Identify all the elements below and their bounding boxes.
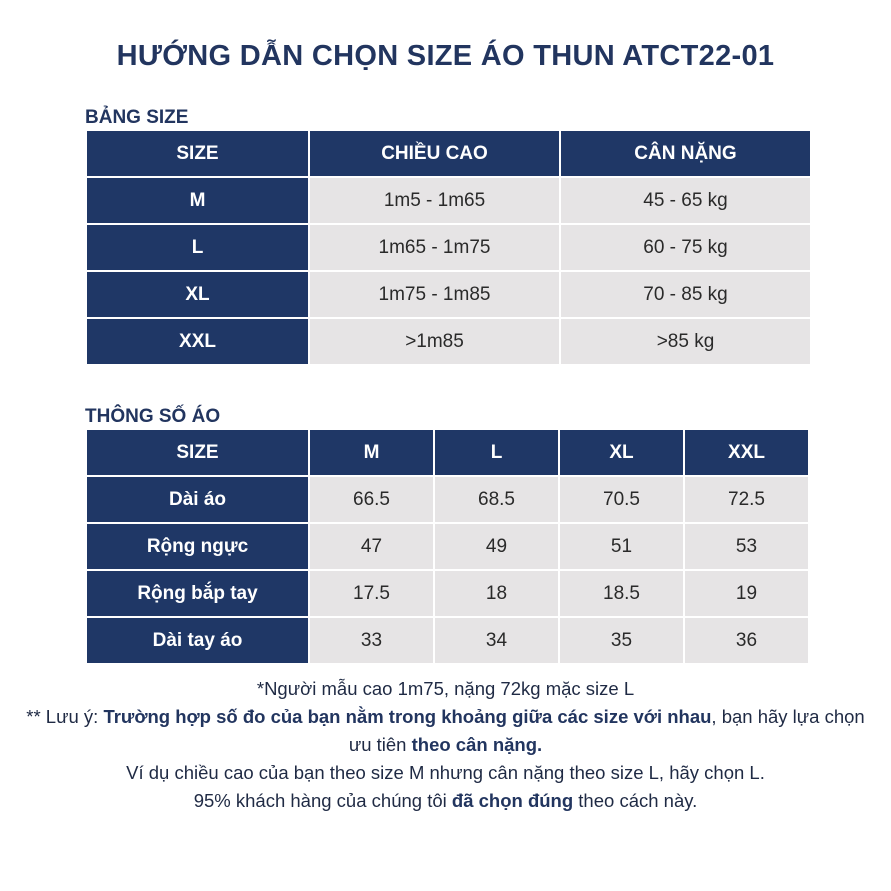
spec-table-header-m: M bbox=[310, 430, 433, 475]
spec-table-header-xxl: XXL bbox=[685, 430, 808, 475]
measure-value-cell: 49 bbox=[435, 524, 558, 569]
customer-prefix: 95% khách hàng của chúng tôi bbox=[193, 790, 452, 811]
spec-table-header-row bbox=[87, 430, 808, 475]
measure-name-cell: Rộng bắp tay bbox=[87, 571, 308, 616]
table-row bbox=[87, 618, 808, 663]
measure-name-cell: Dài tay áo bbox=[87, 618, 308, 663]
spec-table-header-xl: XL bbox=[560, 430, 683, 475]
table-row bbox=[87, 178, 810, 223]
measure-value-cell: 34 bbox=[435, 618, 558, 663]
measure-name-cell: Rộng ngực bbox=[87, 524, 308, 569]
size-table-header-size: SIZE bbox=[87, 131, 308, 176]
size-cell: L bbox=[87, 225, 308, 270]
model-note: *Người mẫu cao 1m75, nặng 72kg mặc size L bbox=[256, 678, 635, 699]
weight-cell: 70 - 85 kg bbox=[561, 272, 810, 317]
table-row bbox=[87, 272, 810, 317]
customer-note bbox=[20, 787, 871, 815]
size-table-label: BẢNG SIZE bbox=[85, 107, 189, 128]
measure-value-cell: 72.5 bbox=[685, 477, 808, 522]
customer-bold: đã chọn đúng bbox=[451, 790, 574, 811]
measure-value-cell: 19 bbox=[685, 571, 808, 616]
height-cell: 1m75 - 1m85 bbox=[310, 272, 559, 317]
size-advice-note bbox=[20, 703, 871, 759]
measure-value-cell: 51 bbox=[560, 524, 683, 569]
size-table bbox=[85, 129, 812, 366]
advice-mid: , bạn hãy lựa chọn ưu tiên bbox=[348, 706, 865, 755]
size-cell: M bbox=[87, 178, 308, 223]
table-row bbox=[87, 524, 808, 569]
notes-block bbox=[20, 675, 871, 815]
measure-value-cell: 68.5 bbox=[435, 477, 558, 522]
measure-value-cell: 35 bbox=[560, 618, 683, 663]
advice-bold: Trường hợp số đo của bạn nằm trong khoảng giữa các size với nhau bbox=[103, 706, 712, 727]
table-row bbox=[87, 477, 808, 522]
measure-value-cell: 17.5 bbox=[310, 571, 433, 616]
weight-cell: >85 kg bbox=[561, 319, 810, 364]
example-note: Ví dụ chiều cao của bạn theo size M nhưng cân nặng theo size L, hãy chọn L. bbox=[126, 762, 765, 783]
spec-table bbox=[85, 428, 810, 665]
height-cell: 1m5 - 1m65 bbox=[310, 178, 559, 223]
spec-table-header-size: SIZE bbox=[87, 430, 308, 475]
measure-value-cell: 18 bbox=[435, 571, 558, 616]
measure-name-cell: Dài áo bbox=[87, 477, 308, 522]
table-row bbox=[87, 225, 810, 270]
weight-cell: 60 - 75 kg bbox=[561, 225, 810, 270]
size-cell: XXL bbox=[87, 319, 308, 364]
spec-table-label: THÔNG SỐ ÁO bbox=[85, 406, 221, 427]
size-table-header-weight: CÂN NẶNG bbox=[561, 131, 810, 176]
table-row bbox=[87, 571, 808, 616]
table-row bbox=[87, 319, 810, 364]
weight-cell: 45 - 65 kg bbox=[561, 178, 810, 223]
height-cell: >1m85 bbox=[310, 319, 559, 364]
customer-suffix: theo cách này. bbox=[573, 790, 698, 811]
advice-bold-weight: theo cân nặng. bbox=[411, 734, 543, 755]
measure-value-cell: 33 bbox=[310, 618, 433, 663]
measure-value-cell: 53 bbox=[685, 524, 808, 569]
size-table-header-row bbox=[87, 131, 810, 176]
height-cell: 1m65 - 1m75 bbox=[310, 225, 559, 270]
measure-value-cell: 47 bbox=[310, 524, 433, 569]
measure-value-cell: 36 bbox=[685, 618, 808, 663]
measure-value-cell: 66.5 bbox=[310, 477, 433, 522]
size-cell: XL bbox=[87, 272, 308, 317]
measure-value-cell: 70.5 bbox=[560, 477, 683, 522]
spec-table-header-l: L bbox=[435, 430, 558, 475]
measure-value-cell: 18.5 bbox=[560, 571, 683, 616]
size-table-header-height: CHIỀU CAO bbox=[310, 131, 559, 176]
advice-prefix: ** Lưu ý: bbox=[26, 706, 104, 727]
page-title: HƯỚNG DẪN CHỌN SIZE ÁO THUN ATCT22-01 bbox=[116, 40, 775, 72]
